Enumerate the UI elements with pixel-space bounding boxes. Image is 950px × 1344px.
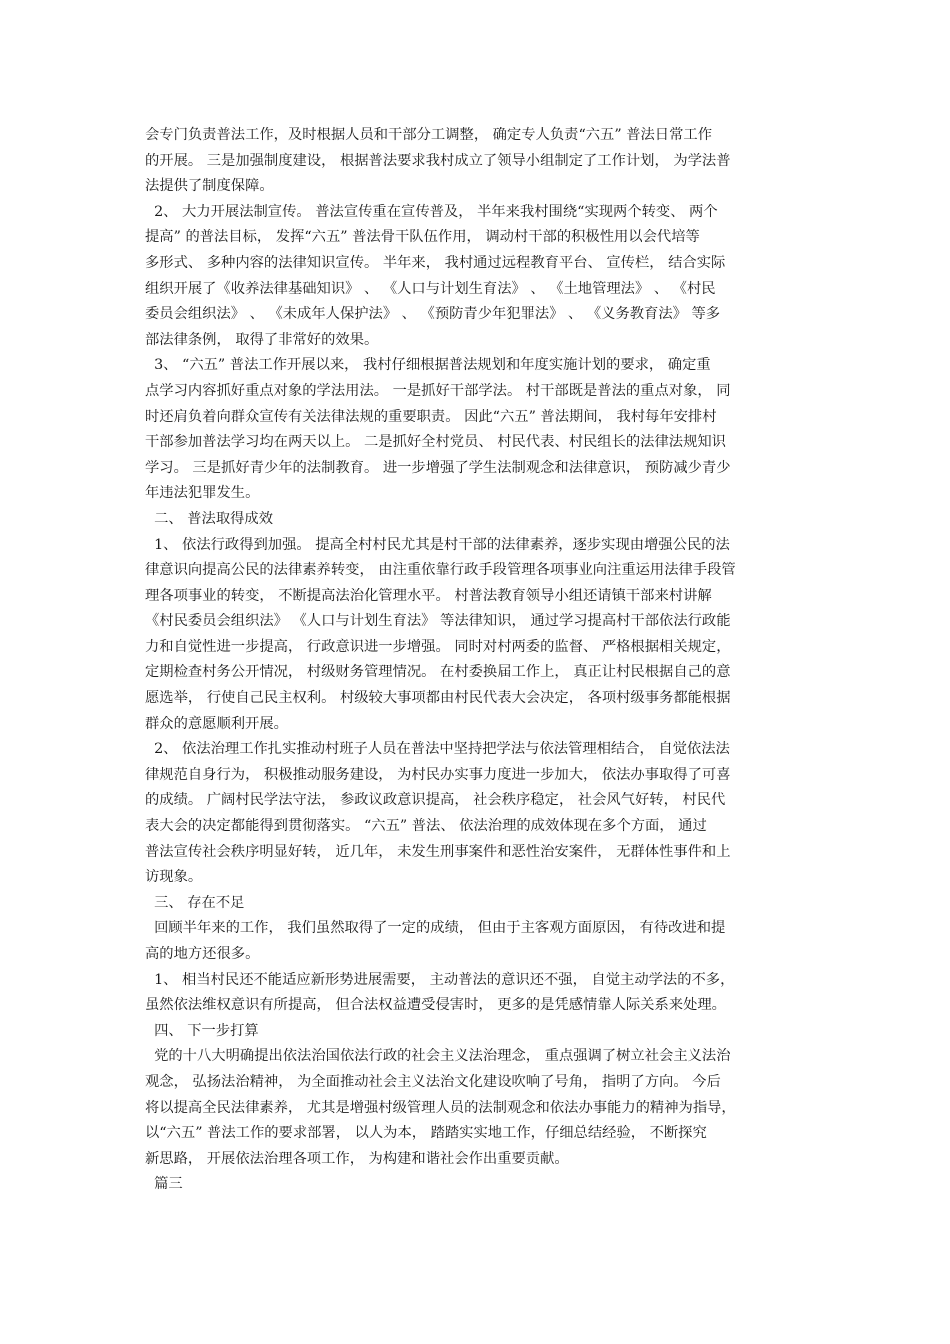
text-line: 1、 依法行政得到加强。 提高全村村民尤其是村干部的法律素养，逐步实现由增强公民的法 — [145, 536, 730, 553]
section-heading: 三、 存在不足 — [145, 894, 245, 911]
text-line: 2、 大力开展法制宣传。 普法宣传重在宣传普及， 半年来我村围绕“实现两个转变、 两个 — [145, 203, 718, 220]
text-line: 以“六五” 普法工作的要求部署， 以人为本， 踏踏实实地工作，仔细总结经验， 不断探究 — [145, 1125, 707, 1142]
text-line: 愿选举， 行使自己民主权利。 村级较大事项都由村民代表大会决定， 各项村级事务都能根据 — [145, 690, 731, 707]
text-line: 群众的意愿顺利开展。 — [145, 715, 288, 732]
text-line: 将以提高全民法律素养， 尤其是增强村级管理人员的法制观念和依法办事能力的精神为指导， — [145, 1099, 736, 1116]
text-line: 表大会的决定都能得到贯彻落实。 “六五” 普法、 依法治理的成效体现在多个方面， 通过 — [145, 818, 707, 835]
text-line: 点学习内容抓好重点对象的学法用法。 一是抓好干部学法。 村干部既是普法的重点对象， 同 — [145, 382, 731, 399]
text-line: 委员会组织法》 、 《未成年人保护法》 、 《预防青少年犯罪法》 、 《义务教育法》 等多 — [145, 306, 721, 323]
text-line: 虽然依法维权意识有所提高， 但合法权益遭受侵害时， 更多的是凭感情靠人际关系来处理。 — [145, 997, 726, 1014]
text-line: 年违法犯罪发生。 — [145, 485, 260, 502]
document-body — [145, 123, 810, 1198]
text-line: 回顾半年来的工作， 我们虽然取得了一定的成绩， 但由于主客观方面原因， 有待改进和提 — [145, 920, 726, 937]
text-line: 观念， 弘扬法治精神， 为全面推动社会主义法治文化建设吹响了号角， 指明了方向。 今后 — [145, 1073, 721, 1090]
text-line: 法提供了制度保障。 — [145, 178, 274, 195]
text-line: 定期检查村务公开情况， 村级财务管理情况。 在村委换届工作上， 真正让村民根据自己的意 — [145, 664, 731, 681]
section-heading: 四、 下一步打算 — [145, 1022, 259, 1039]
text-line: 3、 “六五” 普法工作开展以来， 我村仔细根据普法规划和年度实施计划的要求， 确定重 — [145, 357, 711, 374]
text-line: 干部参加普法学习均在两天以上。 二是抓好全村党员、 村民代表、村民组长的法律法规知识 — [145, 434, 726, 451]
text-line: 普法宣传社会秩序明显好转， 近几年， 未发生刑事案件和恶性治安案件， 无群体性事件和上 — [145, 843, 731, 860]
text-line: 1、 相当村民还不能适应新形势进展需要， 主动普法的意识还不强， 自觉主动学法的不多， — [145, 971, 735, 988]
text-line: 学习。 三是抓好青少年的法制教育。 进一步增强了学生法制观念和法律意识， 预防减少青少 — [145, 459, 731, 476]
text-line: 力和自觉性进一步提高， 行政意识进一步增强。 同时对村两委的监督、 严格根据相关规定， — [145, 638, 731, 655]
text-line: 高的地方还很多。 — [145, 946, 260, 962]
text-line: 提高” 的普法目标， 发挥“六五” 普法骨干队伍作用， 调动村干部的积极性用以会代培等 — [145, 229, 700, 246]
section-heading: 篇三 — [145, 1176, 183, 1193]
text-line: 时还肩负着向群众宣传有关法律法规的重要职责。 因此“六五” 普法期间， 我村每年安排村 — [145, 408, 717, 425]
text-line: 多形式、 多种内容的法律知识宣传。 半年来， 我村通过远程教育平台、 宣传栏， 结合实际 — [145, 254, 726, 271]
text-line: 会专门负责普法工作，及时根据人员和干部分工调整， 确定专人负责“六五” 普法日常工作 — [145, 127, 712, 143]
text-line: 组织开展了《收养法律基础知识》 、 《人口与计划生育法》 、 《土地管理法》 、 《村民 — [145, 280, 716, 297]
text-line: 新思路， 开展依法治理各项工作， 为构建和谐社会作出重要贡献。 — [145, 1150, 569, 1167]
text-line: 的开展。 三是加强制度建设， 根据普法要求我村成立了领导小组制定了工作计划， 为学法普 — [145, 152, 731, 169]
text-line: 党的十八大明确提出依法治国依法行政的社会主义法治理念， 重点强调了树立社会主义法治 — [145, 1048, 731, 1065]
text-line: 《村民委员会组织法》 《人口与计划生育法》 等法律知识， 通过学习提高村干部依法行政能 — [145, 613, 731, 630]
text-line: 部法律条例， 取得了非常好的效果。 — [145, 331, 379, 348]
text-line: 访现象。 — [145, 869, 203, 886]
text-line: 律规范自身行为， 积极推动服务建设， 为村民办实事力度进一步加大， 依法办事取得了可喜 — [145, 766, 731, 783]
text-line: 2、 依法治理工作扎实推动村班子人员在普法中坚持把学法与依法管理相结合， 自觉依法法 — [145, 741, 730, 758]
text-line: 理各项事业的转变， 不断提高法治化管理水平。 村普法教育领导小组还请镇干部来村讲解 — [145, 587, 712, 604]
text-line: 律意识向提高公民的法律素养转变， 由注重依靠行政手段管理各项事业向注重运用法律手段管 — [145, 562, 736, 579]
text-line: 的成绩。 广阔村民学法守法， 参政议政意识提高， 社会秩序稳定， 社会风气好转， 村民代 — [145, 792, 726, 809]
section-heading: 二、 普法取得成效 — [145, 510, 274, 527]
